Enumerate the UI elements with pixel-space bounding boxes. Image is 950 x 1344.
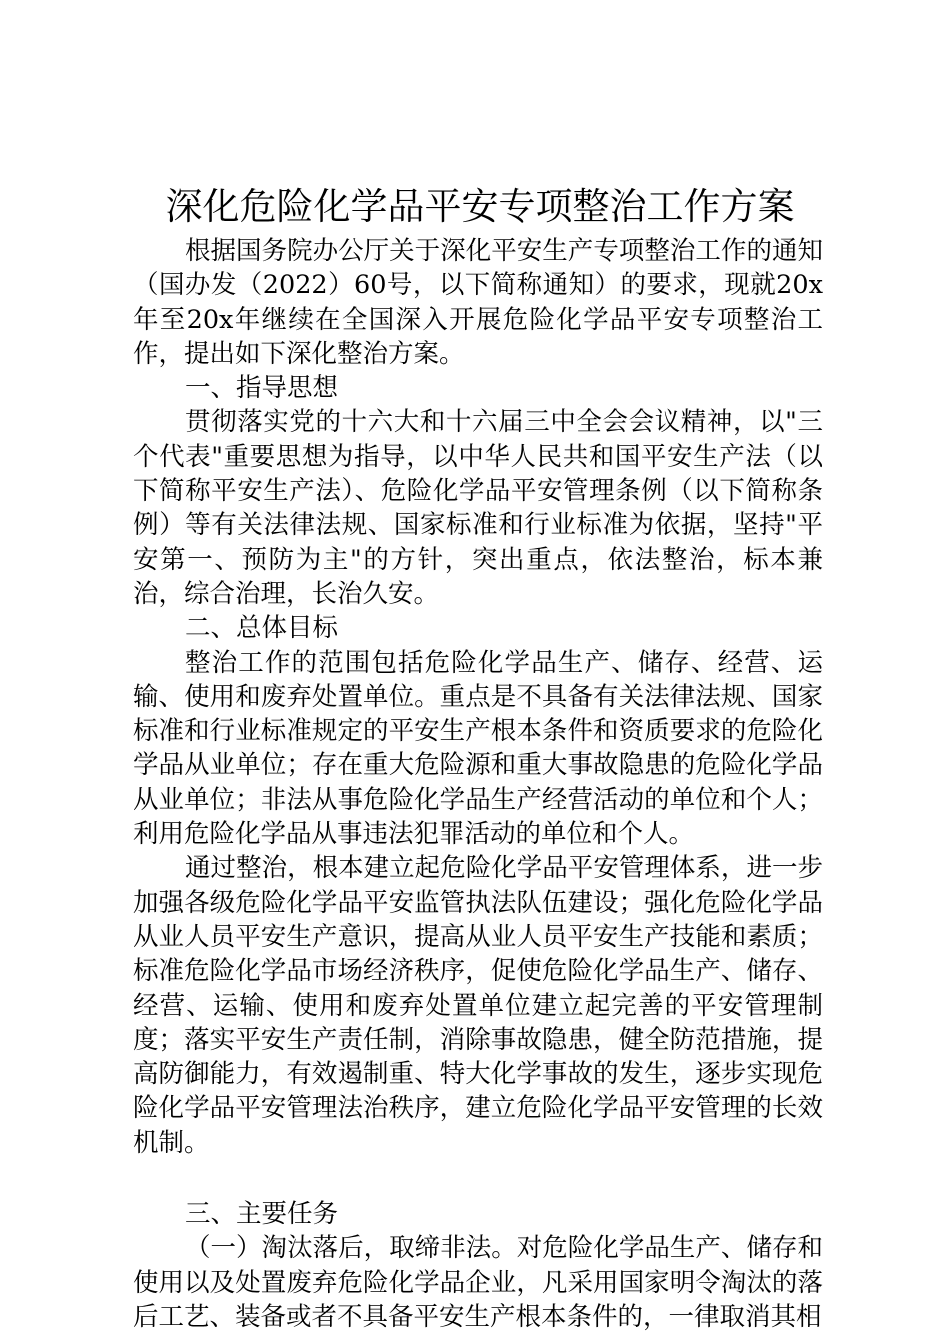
section-heading-overall-goals: 二、总体目标 — [185, 613, 339, 644]
section-heading-main-tasks: 三、主要任务 — [185, 1199, 339, 1230]
paragraph-scope: 整治工作的范围包括危险化学品生产、储存、经营、运输、使用和废弃处置单位。重点是不具备有关法律法规、国家标准和行业标准规定的平安生产根本条件和资质要求的危险化学品从业单位；存在重大危险源和重大事故隐患的危险化学品从业单位；非法从事危险化学品生产经营活动的单位和个人；利用危险化学品从事违法犯罪活动的单位和个人。 — [133, 647, 823, 850]
paragraph-task-one: （一）淘汰落后，取缔非法。对危险化学品生产、储存和使用以及处置废弃危险化学品企业，凡采用国家明令淘汰的落后工艺、装备或者不具备平安生产根本条件的，一律取消其相 — [133, 1233, 823, 1332]
document-title: 深化危险化学品平安专项整治工作方案 — [165, 185, 795, 228]
paragraph-guiding-ideology: 贯彻落实党的十六大和十六届三中全会会议精神，以"三个代表"重要思想为指导，以中华人民共和国平安生产法（以下简称平安生产法）、危险化学品平安管理条例（以下简称条例）等有关法律法规、国家标准和行业标准为依据，坚持"平安第一、预防为主"的方针，突出重点，依法整治，标本兼治，综合治理，长治久安。 — [133, 407, 823, 609]
paragraph-gap — [133, 1160, 823, 1197]
paragraph-intro: 根据国务院办公厅关于深化平安生产专项整治工作的通知（国办发（2022）60号，以下简称通知）的要求，现就20x年至20x年继续在全国深入开展危险化学品平安专项整治工作，提出如下深化整治方案。 — [133, 236, 823, 369]
document-body — [133, 234, 823, 1334]
paragraph-goals: 通过整治，根本建立起危险化学品平安管理体系，进一步加强各级危险化学品平安监管执法队伍建设；强化危险化学品从业人员平安生产意识，提高从业人员平安生产技能和素质；标准危险化学品市场经济秩序，促使危险化学品生产、储存、经营、运输、使用和废弃处置单位建立起完善的平安管理制度；落实平安生产责任制，消除事故隐患，健全防范措施，提高防御能力，有效遏制重、特大化学事故的发生，逐步实现危险化学品平安管理法治秩序，建立危险化学品平安管理的长效机制。 — [133, 853, 823, 1158]
section-heading-guiding-ideology: 一、指导思想 — [185, 373, 339, 404]
